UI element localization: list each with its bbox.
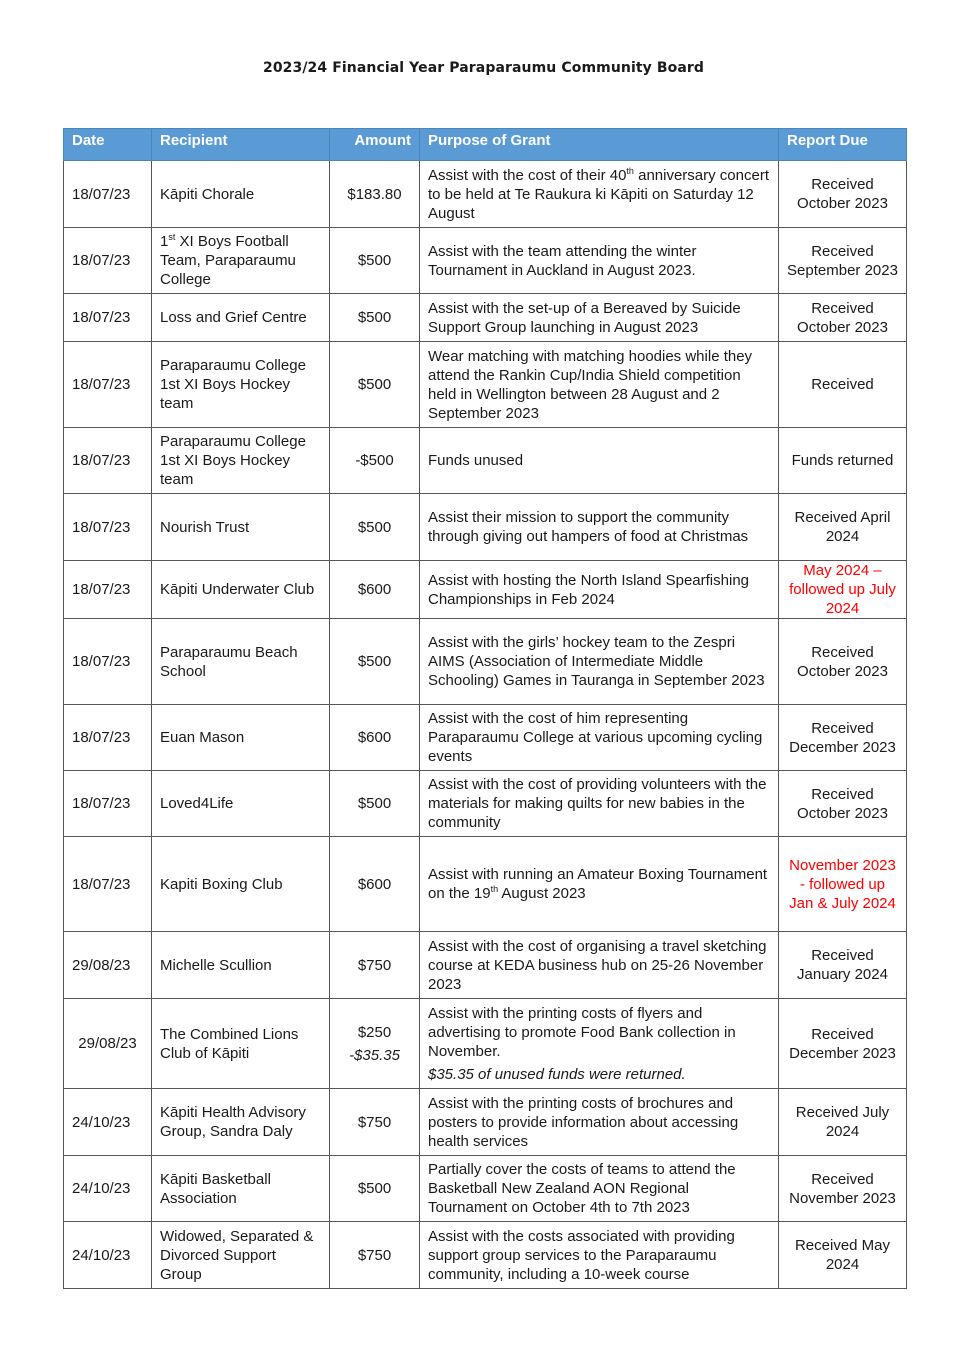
report-cell: Received May 2024 xyxy=(779,1222,907,1289)
purpose-cell xyxy=(420,161,779,228)
table-row xyxy=(64,1089,907,1156)
recipient-cell: Loved4Life xyxy=(152,771,330,837)
amount-cell: $600 xyxy=(330,837,420,932)
recipient-cell xyxy=(152,228,330,294)
amount-cell: $600 xyxy=(330,561,420,619)
amount-cell xyxy=(330,999,420,1089)
page-title: 2023/24 Financial Year Paraparaumu Community Board xyxy=(262,60,705,76)
header-row xyxy=(64,129,907,161)
header-purpose: Purpose of Grant xyxy=(420,129,779,161)
report-cell: Received September 2023 xyxy=(779,228,907,294)
purpose-cell: Assist their mission to support the community through giving out hampers of food at Christmas xyxy=(420,494,779,561)
amount-cell: $750 xyxy=(330,1222,420,1289)
date-cell: 29/08/23 xyxy=(64,999,152,1089)
amount-adjustment: -$35.35 xyxy=(349,1046,400,1064)
purpose-text: Assist with the printing costs of flyers and advertising to promote Food Bank collection in November. xyxy=(428,1004,736,1060)
ordinal-suffix: th xyxy=(626,165,634,176)
amount-cell: $500 xyxy=(330,342,420,428)
date-cell: 29/08/23 xyxy=(64,932,152,999)
purpose-text: anniversary concert to be held at Te Raukura ki Kāpiti on Saturday 12 August xyxy=(428,166,769,222)
amount-cell: $750 xyxy=(330,1089,420,1156)
report-cell: Funds returned xyxy=(779,428,907,494)
amount-cell: $500 xyxy=(330,494,420,561)
recipient-cell: Kāpiti Health Advisory Group, Sandra Daly xyxy=(152,1089,330,1156)
report-cell: Received January 2024 xyxy=(779,932,907,999)
amount-cell: $500 xyxy=(330,294,420,342)
recipient-cell: Euan Mason xyxy=(152,705,330,771)
table-row xyxy=(64,428,907,494)
recipient-text: XI Boys Football Team, Paraparaumu College xyxy=(160,233,296,288)
purpose-cell xyxy=(420,999,779,1089)
report-cell: Received October 2023 xyxy=(779,294,907,342)
date-cell: 24/10/23 xyxy=(64,1156,152,1222)
date-cell: 18/07/23 xyxy=(64,428,152,494)
date-cell: 18/07/23 xyxy=(64,619,152,705)
purpose-cell: Assist with the printing costs of brochures and posters to provide information about accessing health services xyxy=(420,1089,779,1156)
purpose-cell: Assist with the girls’ hockey team to the Zespri AIMS (Association of Intermediate Middle Schooling) Games in Tauranga in September 2023 xyxy=(420,619,779,705)
purpose-cell xyxy=(420,837,779,932)
table-row xyxy=(64,999,907,1089)
purpose-cell: Assist with the costs associated with providing support group services to the Paraparaumu community, including a 10-week course xyxy=(420,1222,779,1289)
purpose-cell: Wear matching with matching hoodies while they attend the Rankin Cup/India Shield competition held in Wellington between 28 August and 2 September 2023 xyxy=(420,342,779,428)
date-cell: 18/07/23 xyxy=(64,161,152,228)
header-recipient: Recipient xyxy=(152,129,330,161)
report-cell-overdue: November 2023 - followed up Jan & July 2024 xyxy=(779,837,907,932)
purpose-text: Assist with running an Amateur Boxing Tournament on the 19 xyxy=(428,866,768,902)
purpose-text: August 2023 xyxy=(498,885,586,902)
amount-cell: $500 xyxy=(330,771,420,837)
purpose-cell: Assist with the set-up of a Bereaved by Suicide Support Group launching in August 2023 xyxy=(420,294,779,342)
report-cell: Received October 2023 xyxy=(779,771,907,837)
recipient-cell: Kapiti Boxing Club xyxy=(152,837,330,932)
date-cell: 24/10/23 xyxy=(64,1222,152,1289)
purpose-cell: Funds unused xyxy=(420,428,779,494)
purpose-cell: Partially cover the costs of teams to attend the Basketball New Zealand AON Regional Tournament on October 4th to 7th 2023 xyxy=(420,1156,779,1222)
report-cell: Received October 2023 xyxy=(779,161,907,228)
report-cell: Received April 2024 xyxy=(779,494,907,561)
table-row xyxy=(64,294,907,342)
recipient-cell: Paraparaumu Beach School xyxy=(152,619,330,705)
table-row xyxy=(64,619,907,705)
table-row xyxy=(64,1222,907,1289)
table-row xyxy=(64,161,907,228)
report-cell: Received November 2023 xyxy=(779,1156,907,1222)
report-cell: Received July 2024 xyxy=(779,1089,907,1156)
date-cell: 18/07/23 xyxy=(64,705,152,771)
recipient-cell: The Combined Lions Club of Kāpiti xyxy=(152,999,330,1089)
date-cell: 18/07/23 xyxy=(64,228,152,294)
table-row xyxy=(64,561,907,619)
purpose-cell: Assist with the team attending the winter Tournament in Auckland in August 2023. xyxy=(420,228,779,294)
header-date: Date xyxy=(64,129,152,161)
report-cell-overdue: May 2024 – followed up July 2024 xyxy=(779,561,907,619)
table-row xyxy=(64,837,907,932)
ordinal-suffix: st xyxy=(168,232,176,242)
amount-cell: $500 xyxy=(330,1156,420,1222)
purpose-cell: Assist with the cost of organising a travel sketching course at KEDA business hub on 25-26 November 2023 xyxy=(420,932,779,999)
recipient-cell: Paraparaumu College 1st XI Boys Hockey team xyxy=(152,342,330,428)
recipient-cell: Michelle Scullion xyxy=(152,932,330,999)
table-row xyxy=(64,494,907,561)
date-cell: 18/07/23 xyxy=(64,494,152,561)
purpose-cell: Assist with hosting the North Island Spearfishing Championships in Feb 2024 xyxy=(420,561,779,619)
report-cell: Received October 2023 xyxy=(779,619,907,705)
recipient-cell: Loss and Grief Centre xyxy=(152,294,330,342)
recipient-cell: Kāpiti Basketball Association xyxy=(152,1156,330,1222)
table-row xyxy=(64,705,907,771)
table-row xyxy=(64,771,907,837)
recipient-text: 1 xyxy=(160,233,169,250)
header-amount: Amount xyxy=(330,129,420,161)
recipient-cell: Paraparaumu College 1st XI Boys Hockey team xyxy=(152,428,330,494)
table-row xyxy=(64,932,907,999)
amount-cell: $750 xyxy=(330,932,420,999)
date-cell: 18/07/23 xyxy=(64,771,152,837)
table-row xyxy=(64,1156,907,1222)
report-cell: Received December 2023 xyxy=(779,705,907,771)
amount-cell: $600 xyxy=(330,705,420,771)
recipient-cell: Kāpiti Chorale xyxy=(152,161,330,228)
report-cell: Received xyxy=(779,342,907,428)
amount-cell: $500 xyxy=(330,228,420,294)
amount-value: $250 xyxy=(357,1023,392,1041)
amount-cell: $183.80 xyxy=(330,161,420,228)
purpose-text: Assist with the cost of their 40 xyxy=(428,166,627,184)
grants-table xyxy=(63,128,907,1289)
date-cell: 18/07/23 xyxy=(64,837,152,932)
purpose-cell: Assist with the cost of him representing Paraparaumu College at various upcoming cycling events xyxy=(420,705,779,771)
recipient-cell: Kāpiti Underwater Club xyxy=(152,561,330,619)
ordinal-suffix: th xyxy=(490,884,499,894)
purpose-cell: Assist with the cost of providing volunteers with the materials for making quilts for new babies in the community xyxy=(420,771,779,837)
report-cell: Received December 2023 xyxy=(779,999,907,1089)
date-cell: 18/07/23 xyxy=(64,294,152,342)
date-cell: 18/07/23 xyxy=(64,561,152,619)
table-row xyxy=(64,342,907,428)
table-row xyxy=(64,228,907,294)
date-cell: 18/07/23 xyxy=(64,342,152,428)
recipient-cell: Widowed, Separated & Divorced Support Group xyxy=(152,1222,330,1289)
date-cell: 24/10/23 xyxy=(64,1089,152,1156)
recipient-cell: Nourish Trust xyxy=(152,494,330,561)
amount-cell: -$500 xyxy=(330,428,420,494)
header-report-due: Report Due xyxy=(779,129,907,161)
purpose-note: $35.35 of unused funds were returned. xyxy=(428,1065,686,1083)
amount-cell: $500 xyxy=(330,619,420,705)
